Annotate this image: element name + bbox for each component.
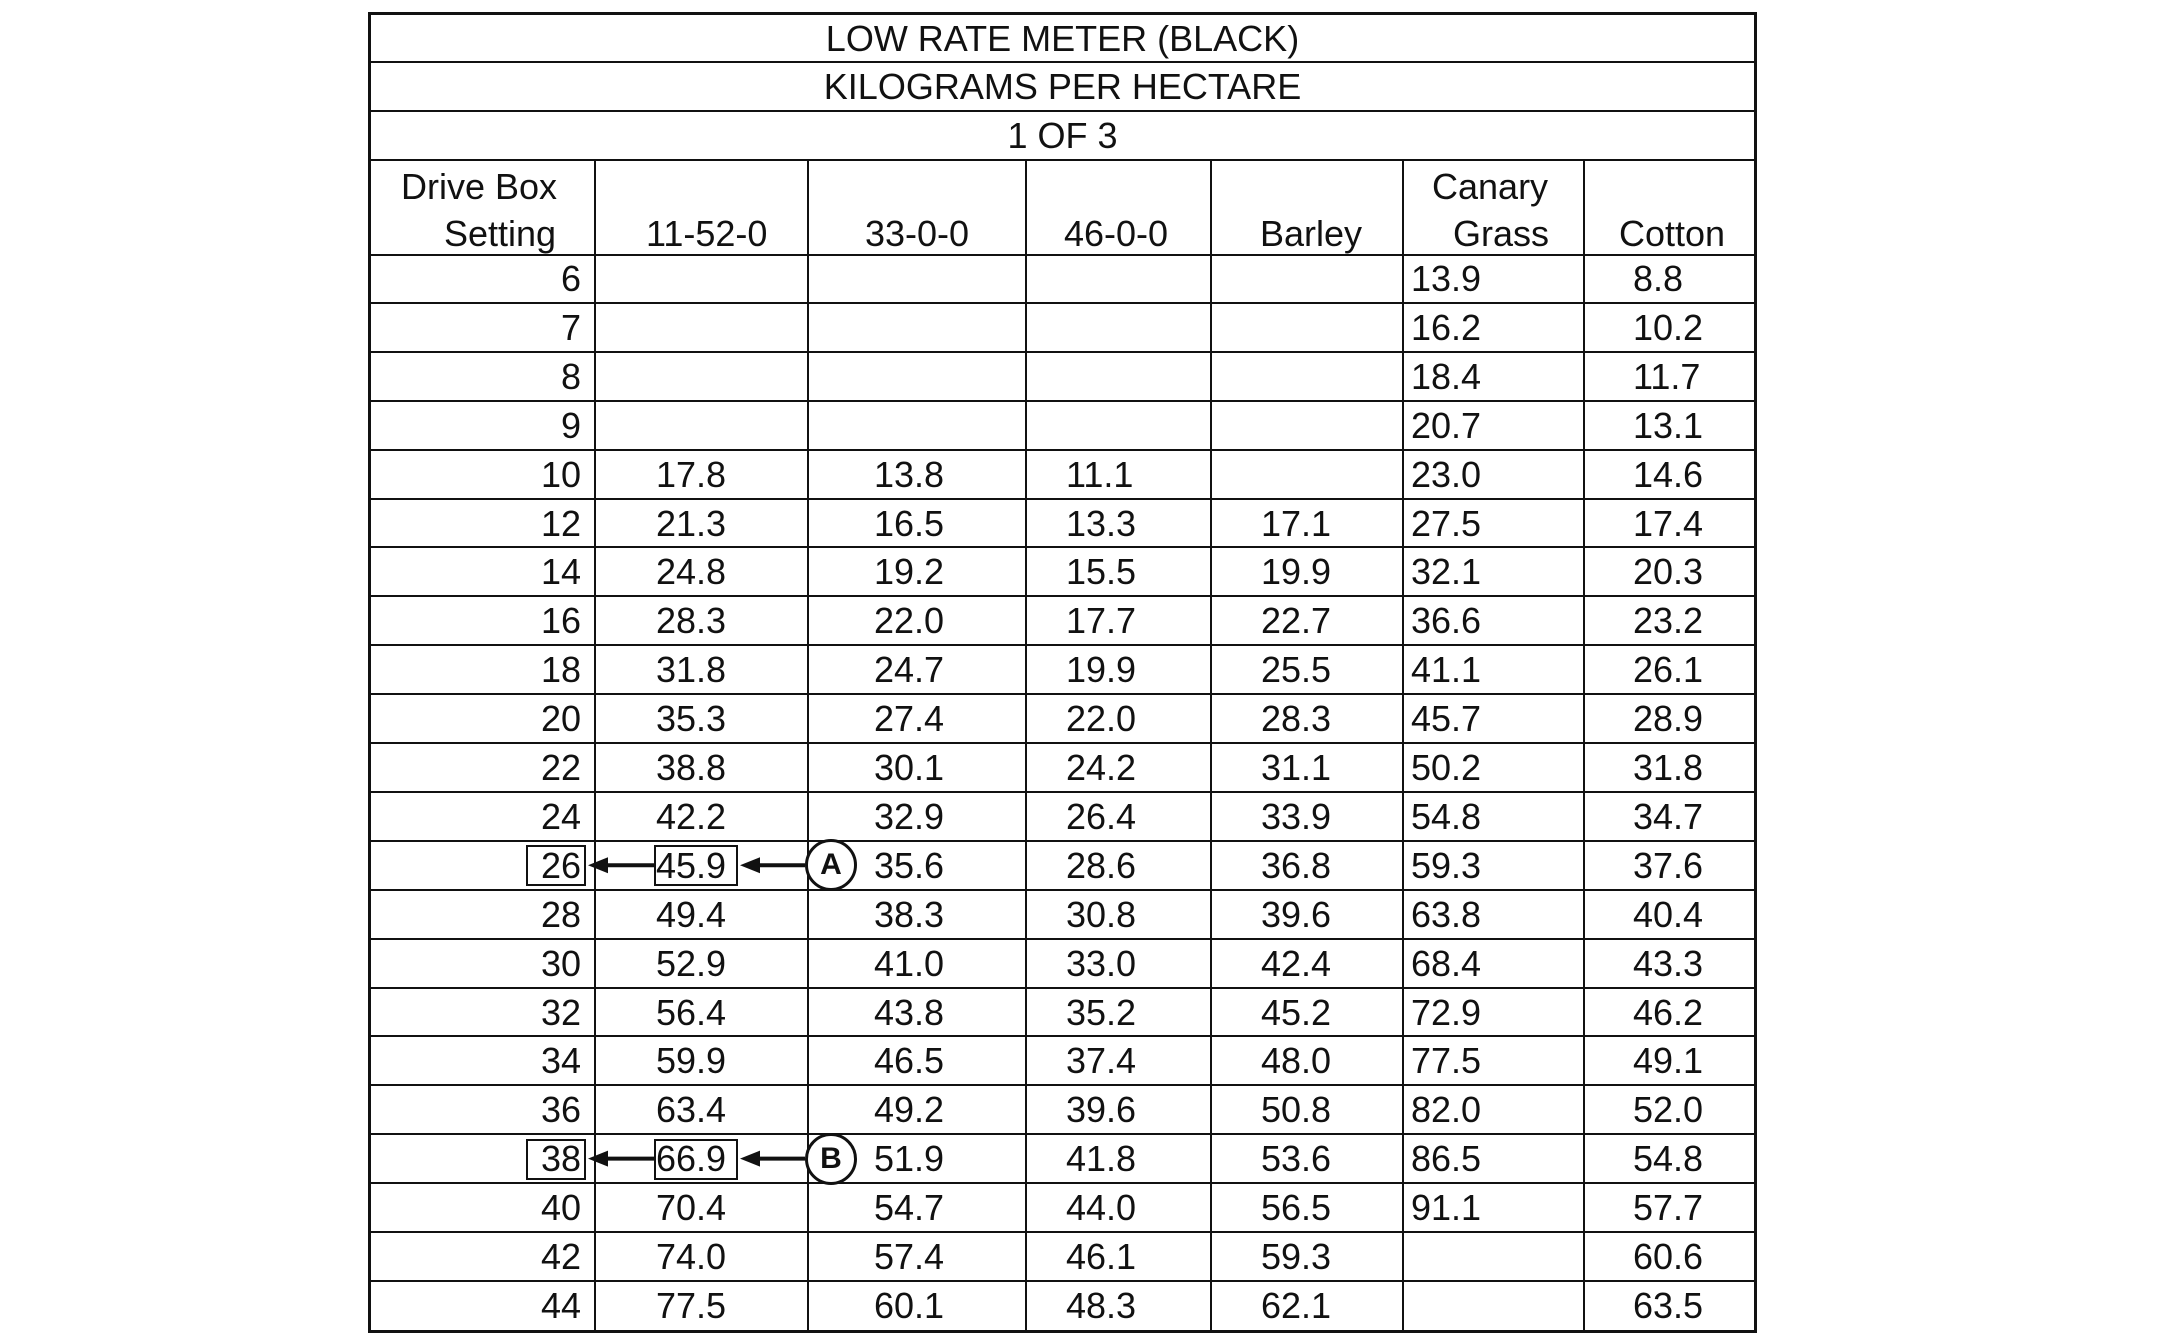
header-barley: Barley bbox=[1260, 213, 1363, 254]
cell-11-52-0: 42.2 bbox=[656, 795, 727, 837]
header-canary: Canary bbox=[1432, 166, 1549, 207]
page-indicator: 1 OF 3 bbox=[1007, 115, 1118, 156]
column-divider bbox=[1210, 159, 1212, 1330]
cell-11-52-0: 52.9 bbox=[656, 942, 727, 984]
cell-barley: 36.8 bbox=[1261, 844, 1332, 886]
cell-setting: 42 bbox=[540, 1236, 581, 1277]
cell-canary-grass: 36.6 bbox=[1411, 600, 1482, 642]
cell-canary-grass: 68.4 bbox=[1411, 942, 1482, 984]
header-setting: Setting bbox=[444, 213, 557, 254]
cell-canary-grass: 54.8 bbox=[1411, 795, 1482, 837]
column-divider bbox=[1583, 159, 1585, 1330]
table-title: LOW RATE METER (BLACK) bbox=[825, 18, 1300, 59]
cell-barley: 50.8 bbox=[1261, 1089, 1332, 1131]
cell-barley: 59.3 bbox=[1261, 1236, 1332, 1277]
cell-setting: 20 bbox=[540, 698, 581, 740]
cell-11-52-0: 24.8 bbox=[656, 551, 727, 593]
cell-setting: 14 bbox=[540, 551, 581, 593]
cell-barley: 33.9 bbox=[1261, 795, 1332, 837]
cell-setting: 12 bbox=[540, 502, 581, 544]
callout-b: B bbox=[805, 1133, 857, 1185]
cell-33-0-0: 57.4 bbox=[874, 1236, 945, 1277]
cell-cotton: 31.8 bbox=[1633, 747, 1704, 788]
cell-cotton: 17.4 bbox=[1633, 502, 1704, 544]
cell-cotton: 11.7 bbox=[1633, 355, 1701, 397]
cell-46-0-0: 30.8 bbox=[1066, 893, 1137, 935]
cell-cotton: 13.1 bbox=[1633, 404, 1704, 446]
cell-46-0-0: 28.6 bbox=[1066, 844, 1137, 886]
arrow-head bbox=[588, 857, 608, 873]
cell-barley: 22.7 bbox=[1261, 600, 1332, 642]
cell-barley: 45.2 bbox=[1261, 991, 1332, 1033]
cell-setting: 24 bbox=[540, 795, 581, 837]
cell-46-0-0: 15.5 bbox=[1066, 551, 1137, 593]
cell-11-52-0: 49.4 bbox=[656, 893, 727, 935]
cell-canary-grass: 23.0 bbox=[1411, 453, 1482, 495]
cell-canary-grass: 27.5 bbox=[1411, 502, 1482, 544]
cell-cotton: 14.6 bbox=[1633, 453, 1704, 495]
header-46-0-0: 46-0-0 bbox=[1064, 213, 1169, 254]
cell-canary-grass: 45.7 bbox=[1411, 698, 1482, 740]
cell-33-0-0: 54.7 bbox=[874, 1187, 945, 1229]
cell-11-52-0: 45.9 bbox=[656, 844, 727, 886]
cell-11-52-0: 66.9 bbox=[656, 1138, 727, 1180]
cell-cotton: 40.4 bbox=[1633, 893, 1704, 935]
cell-33-0-0: 27.4 bbox=[874, 698, 945, 740]
cell-setting: 30 bbox=[540, 942, 581, 984]
rate-table bbox=[368, 12, 1757, 1333]
cell-46-0-0: 26.4 bbox=[1066, 795, 1137, 837]
cell-cotton: 23.2 bbox=[1633, 600, 1704, 642]
cell-46-0-0: 24.2 bbox=[1066, 747, 1137, 788]
cell-11-52-0: 28.3 bbox=[656, 600, 727, 642]
column-divider bbox=[1025, 159, 1027, 1330]
cell-33-0-0: 13.8 bbox=[874, 453, 945, 495]
table-subtitle: KILOGRAMS PER HECTARE bbox=[823, 66, 1302, 107]
cell-setting: 6 bbox=[560, 258, 581, 299]
cell-46-0-0: 41.8 bbox=[1066, 1138, 1137, 1180]
cell-33-0-0: 32.9 bbox=[874, 795, 945, 837]
cell-barley: 48.0 bbox=[1261, 1040, 1332, 1082]
cell-barley: 31.1 bbox=[1261, 747, 1332, 788]
cell-setting: 9 bbox=[560, 404, 581, 446]
cell-canary-grass: 91.1 bbox=[1411, 1187, 1482, 1229]
cell-setting: 32 bbox=[540, 991, 581, 1033]
cell-cotton: 37.6 bbox=[1633, 844, 1704, 886]
cell-setting: 40 bbox=[540, 1187, 581, 1229]
cell-canary-grass: 77.5 bbox=[1411, 1040, 1482, 1082]
cell-setting: 34 bbox=[540, 1040, 581, 1082]
cell-11-52-0: 56.4 bbox=[656, 991, 727, 1033]
cell-33-0-0: 38.3 bbox=[874, 893, 945, 935]
cell-46-0-0: 46.1 bbox=[1066, 1236, 1137, 1277]
cell-11-52-0: 21.3 bbox=[656, 502, 727, 544]
cell-33-0-0: 16.5 bbox=[874, 502, 945, 544]
cell-46-0-0: 48.3 bbox=[1066, 1284, 1137, 1326]
cell-33-0-0: 49.2 bbox=[874, 1089, 945, 1131]
cell-cotton: 43.3 bbox=[1633, 942, 1704, 984]
cell-barley: 53.6 bbox=[1261, 1138, 1332, 1180]
cell-11-52-0: 63.4 bbox=[656, 1089, 727, 1131]
cell-barley: 28.3 bbox=[1261, 698, 1332, 740]
cell-33-0-0: 60.1 bbox=[874, 1284, 945, 1326]
cell-barley: 39.6 bbox=[1261, 893, 1332, 935]
cell-cotton: 49.1 bbox=[1633, 1040, 1704, 1082]
cell-setting: 36 bbox=[540, 1089, 581, 1131]
cell-46-0-0: 22.0 bbox=[1066, 698, 1137, 740]
cell-setting: 38 bbox=[540, 1138, 581, 1180]
highlight-box bbox=[526, 845, 586, 886]
cell-cotton: 20.3 bbox=[1633, 551, 1704, 593]
cell-46-0-0: 37.4 bbox=[1066, 1040, 1137, 1082]
cell-cotton: 10.2 bbox=[1633, 306, 1704, 348]
column-divider bbox=[594, 159, 596, 1330]
cell-11-52-0: 17.8 bbox=[656, 453, 727, 495]
cell-33-0-0: 46.5 bbox=[874, 1040, 945, 1082]
cell-46-0-0: 17.7 bbox=[1066, 600, 1137, 642]
cell-11-52-0: 59.9 bbox=[656, 1040, 727, 1082]
cell-setting: 7 bbox=[560, 306, 581, 348]
cell-canary-grass: 59.3 bbox=[1411, 844, 1482, 886]
cell-setting: 22 bbox=[540, 747, 581, 788]
cell-33-0-0: 19.2 bbox=[874, 551, 945, 593]
cell-cotton: 60.6 bbox=[1633, 1236, 1704, 1277]
cell-barley: 42.4 bbox=[1261, 942, 1332, 984]
cell-11-52-0: 38.8 bbox=[656, 747, 727, 788]
highlight-box bbox=[654, 1139, 738, 1180]
cell-canary-grass: 50.2 bbox=[1411, 747, 1482, 788]
cell-11-52-0: 35.3 bbox=[656, 698, 727, 740]
cell-cotton: 52.0 bbox=[1633, 1089, 1704, 1131]
cell-canary-grass: 13.9 bbox=[1411, 258, 1482, 299]
cell-canary-grass: 82.0 bbox=[1411, 1089, 1482, 1131]
cell-canary-grass: 86.5 bbox=[1411, 1138, 1482, 1180]
cell-canary-grass: 20.7 bbox=[1411, 404, 1482, 446]
cell-cotton: 63.5 bbox=[1633, 1284, 1704, 1326]
cell-33-0-0: 41.0 bbox=[874, 942, 945, 984]
cell-33-0-0: 22.0 bbox=[874, 600, 945, 642]
highlight-box bbox=[654, 845, 738, 886]
cell-46-0-0: 19.9 bbox=[1066, 649, 1137, 691]
cell-46-0-0: 39.6 bbox=[1066, 1089, 1137, 1131]
cell-canary-grass: 72.9 bbox=[1411, 991, 1482, 1033]
arrow-head bbox=[588, 1151, 608, 1167]
cell-33-0-0: 24.7 bbox=[874, 649, 945, 691]
cell-33-0-0: 51.9 bbox=[874, 1138, 945, 1180]
header-33-0-0: 33-0-0 bbox=[865, 213, 970, 254]
cell-canary-grass: 63.8 bbox=[1411, 893, 1482, 935]
cell-46-0-0: 11.1 bbox=[1066, 453, 1134, 495]
cell-barley: 25.5 bbox=[1261, 649, 1332, 691]
highlight-box bbox=[526, 1139, 586, 1180]
cell-setting: 10 bbox=[540, 453, 581, 495]
cell-setting: 28 bbox=[540, 893, 581, 935]
cell-46-0-0: 33.0 bbox=[1066, 942, 1137, 984]
arrow-head bbox=[740, 857, 760, 873]
cell-46-0-0: 13.3 bbox=[1066, 502, 1137, 544]
cell-canary-grass: 32.1 bbox=[1411, 551, 1482, 593]
cell-barley: 19.9 bbox=[1261, 551, 1332, 593]
column-divider bbox=[1402, 159, 1404, 1330]
cell-cotton: 8.8 bbox=[1633, 258, 1684, 299]
cell-barley: 56.5 bbox=[1261, 1187, 1332, 1229]
header-grass: Grass bbox=[1453, 213, 1550, 254]
cell-barley: 17.1 bbox=[1261, 502, 1332, 544]
cell-cotton: 34.7 bbox=[1633, 795, 1704, 837]
cell-cotton: 57.7 bbox=[1633, 1187, 1704, 1229]
cell-canary-grass: 18.4 bbox=[1411, 355, 1482, 397]
arrow-head bbox=[740, 1151, 760, 1167]
cell-33-0-0: 43.8 bbox=[874, 991, 945, 1033]
cell-11-52-0: 70.4 bbox=[656, 1187, 727, 1229]
cell-46-0-0: 44.0 bbox=[1066, 1187, 1137, 1229]
cell-cotton: 28.9 bbox=[1633, 698, 1704, 740]
cell-46-0-0: 35.2 bbox=[1066, 991, 1137, 1033]
cell-11-52-0: 31.8 bbox=[656, 649, 727, 691]
cell-canary-grass: 41.1 bbox=[1411, 649, 1482, 691]
cell-setting: 26 bbox=[540, 844, 581, 886]
cell-33-0-0: 30.1 bbox=[874, 747, 945, 788]
cell-setting: 16 bbox=[540, 600, 581, 642]
cell-cotton: 54.8 bbox=[1633, 1138, 1704, 1180]
cell-cotton: 46.2 bbox=[1633, 991, 1704, 1033]
cell-11-52-0: 74.0 bbox=[656, 1236, 727, 1277]
cell-canary-grass: 16.2 bbox=[1411, 306, 1482, 348]
cell-11-52-0: 77.5 bbox=[656, 1284, 727, 1326]
cell-33-0-0: 35.6 bbox=[874, 844, 945, 886]
cell-setting: 8 bbox=[560, 355, 581, 397]
header-drive-box: Drive Box bbox=[401, 166, 558, 207]
header-11-52-0: 11-52-0 bbox=[646, 213, 768, 254]
cell-cotton: 26.1 bbox=[1633, 649, 1704, 691]
cell-barley: 62.1 bbox=[1261, 1284, 1332, 1326]
cell-setting: 44 bbox=[540, 1284, 581, 1326]
callout-a: A bbox=[805, 839, 857, 891]
cell-setting: 18 bbox=[540, 649, 581, 691]
header-cotton: Cotton bbox=[1619, 213, 1726, 254]
